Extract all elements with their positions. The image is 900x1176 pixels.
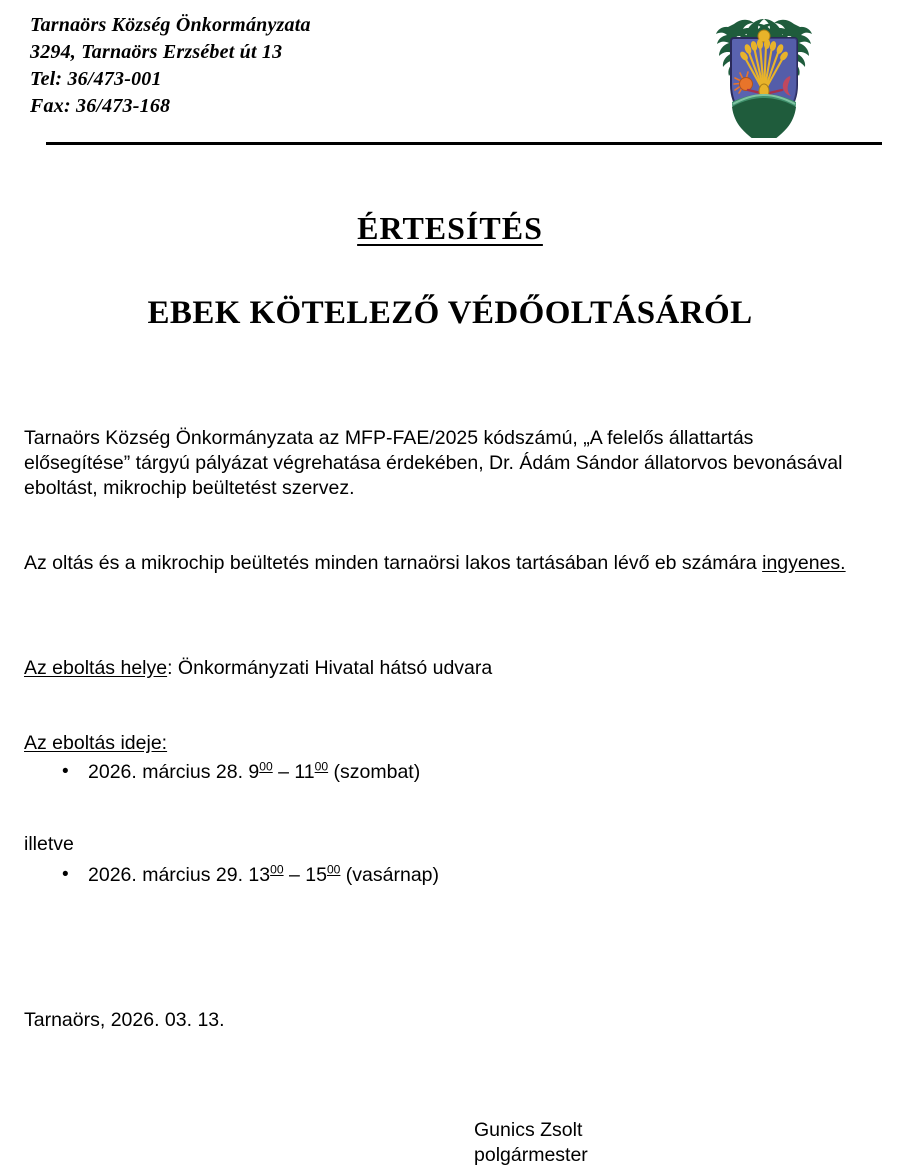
signature-role: polgármester [474,1144,588,1166]
schedule-start-minutes: 00 [270,862,284,877]
schedule-date: 2026. március 29. [88,864,249,886]
schedule-start-hour: 13 [248,864,271,886]
list-item [24,760,862,785]
schedule-list-second [24,863,862,888]
page-subtitle: EBEK KÖTELEZŐ VÉDŐOLTÁSÁRÓL [147,295,753,331]
line-vaccination-time-label [24,731,862,756]
schedule-list-first [24,760,862,785]
letterhead [24,12,860,120]
letterhead-fax: Fax: 36/473-168 [30,95,171,117]
line-vaccination-place [24,656,862,681]
paragraph-free-of-charge [24,551,862,576]
letterhead-phone: Tel: 36/473-001 [30,68,162,90]
page-title [0,210,900,247]
signature-name: Gunics Zsolt [474,1119,583,1141]
letterhead-divider [46,142,882,145]
schedule-separator: – [283,864,306,886]
coat-of-arms-icon [704,14,824,138]
free-of-charge-emphasis: ingyenes. [762,551,846,574]
letterhead-address-block [30,12,650,120]
vaccination-time-label: Az eboltás ideje: [24,731,168,754]
vaccination-place-label: Az eboltás helye [24,656,168,679]
letterhead-address: 3294, Tarnaörs Erzsébet út 13 [30,41,283,63]
schedule-day-name: (szombat) [328,761,421,783]
schedule-separator: – [272,761,295,783]
letterhead-organisation: Tarnaörs Község Önkormányzata [30,14,311,36]
vaccination-place-value: : Önkormányzati Hivatal hátsó udvara [167,656,493,679]
page-title-text: ÉRTESÍTÉS [357,210,543,246]
dateline: Tarnaörs, 2026. 03. 13. [24,1008,225,1031]
schedule-date: 2026. március 28. [88,761,249,783]
paragraph-intro: Tarnaörs Község Önkormányzata az MFP-FAE/2025 kódszámú, „A felelős állattartás elősegítése” tárgyú pályázat végrehatása érdekében, Dr. Ádám Sándor állatorvos bevonásával eboltást, mikrochip beültetést szervez. [24,426,843,499]
schedule-start-hour: 9 [248,761,260,783]
schedule-end-minutes: 00 [314,759,329,774]
conjunction-illetve: illetve [24,832,74,855]
schedule-end-hour: 11 [294,761,315,783]
signature-block [474,1118,834,1168]
schedule-start-minutes: 00 [259,759,273,774]
schedule-day-name: (vasárnap) [340,864,440,886]
paragraph-free-of-charge-lead: Az oltás és a mikrochip beültetés minden tarnaörsi lakos tartásában lévő eb számára [24,551,763,574]
schedule-end-hour: 15 [305,864,327,886]
list-item [24,863,862,888]
schedule-end-minutes: 00 [326,862,341,877]
